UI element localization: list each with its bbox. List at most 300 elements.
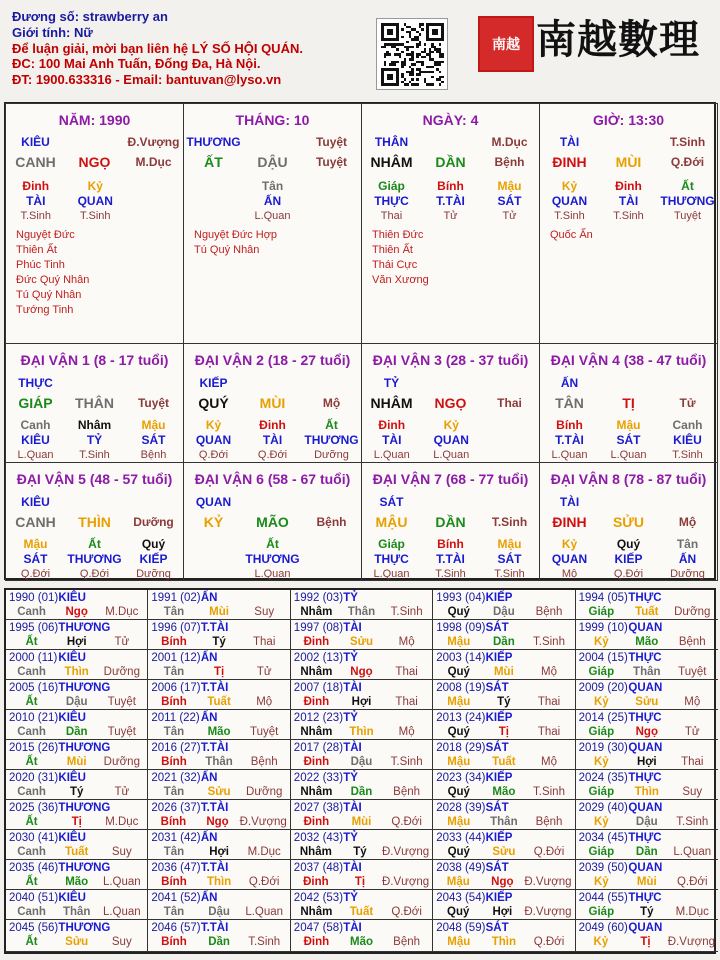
year-cell [6,590,148,620]
year-branch: Hợi [636,756,657,768]
star-item: Tú Quý Nhân [194,244,260,256]
pillar-hidden-phase [184,208,361,224]
year-cell [291,650,433,680]
dai-van-hidden-stems-item: Canh [20,418,51,432]
pillar-stem-god [362,134,539,150]
year-cell [291,830,433,860]
year-line2 [294,605,429,619]
dai-van-stem-branch [6,514,183,530]
year-label: 1993 (04) [436,592,486,604]
year-god: TÀI [343,922,362,934]
dai-van-stem-god-item: TÀI [559,495,580,509]
year-cell [6,770,148,800]
year-god: T.TÀI [200,682,229,694]
year-line2 [151,635,286,649]
year-branch: Tuất [64,846,89,858]
year-phase: T.Sinh [248,936,281,948]
year-branch: Hợi [351,696,372,708]
dai-van-hidden-stems-item: Mậu [141,418,166,432]
dai-van-hidden-stems [362,417,539,433]
year-god: T.TÀI [200,622,229,634]
year-line1 [9,921,144,935]
year-stem: Giáp [588,906,615,918]
year-label: 2040 (51) [9,892,59,904]
year-cell [433,710,575,740]
year-phase: L.Quan [245,906,284,918]
year-line2 [9,635,144,649]
dai-van-stem-branch-item: DẦN [435,514,466,530]
dai-van-stem-god [6,375,183,391]
year-line2 [151,845,286,859]
dai-van-hidden-phase-item: T.Sinh [672,449,703,461]
year-line1 [294,741,429,755]
year-label: 2019 (30) [578,742,628,754]
year-phase: Tuyệt [107,696,136,708]
qr-code-icon [376,18,448,90]
dai-van-hidden-phase-item: Dưỡng [670,568,705,580]
pillar-stem-branch [362,154,539,170]
year-stem: Kỷ [593,636,609,648]
year-label: 1997 (08) [293,622,344,634]
year-phase: M.Dục [105,606,139,618]
year-god: ẤN [200,892,218,904]
pillar-hidden-phase-item: T.Sinh [20,210,52,222]
year-branch: Dậu [635,816,658,828]
pillar-stars [194,228,277,258]
year-god: THƯƠNG [58,622,111,634]
year-cell [6,650,148,680]
dai-van-stem-branch-item: Bệnh [316,515,347,529]
dai-van-hidden-phase-item: L.Quan [17,449,54,461]
year-god: TỶ [343,592,358,604]
pillar-stem-god-item: Tuyệt [315,135,348,149]
dai-van-hidden-stems [6,417,183,433]
year-phase: M.Dục [247,846,281,858]
contact-line: Để luận giải, mời bạn liên hệ LÝ SỐ HỘI QUÁN. [12,40,303,56]
dai-van-hidden-phase-item: L.Quan [373,449,410,461]
year-cell [148,830,290,860]
year-line2 [9,815,144,829]
year-line1 [436,681,571,695]
year-god: KIÊU [58,892,86,904]
year-branch: Dần [65,726,88,738]
pillar-hidden-gods [540,193,717,209]
dai-van-stem-branch-item: T.Sinh [491,515,528,529]
year-god: TỶ [343,772,358,784]
year-cell [433,650,575,680]
year-line2 [294,845,429,859]
pillar-stem-branch-item: Bệnh [494,155,525,169]
year-phase: L.Quan [673,846,712,858]
owner-line: Đương số: strawberry an [12,9,168,24]
year-stem: Giáp [588,726,615,738]
year-branch: Tị [640,936,651,948]
year-stem: Quý [447,906,470,918]
dai-van-hidden-phase-item: Q.Đới [613,568,644,580]
year-stem: Bính [161,636,187,648]
year-cell [576,920,718,952]
year-stem: Ất [25,696,38,708]
dai-van-stem-branch-item: NHÂM [370,395,413,411]
dai-van-hidden-gods [184,432,361,448]
seal-logo: 南越 [478,16,534,72]
year-god: KIẾP [485,772,513,784]
pillar-hidden-phase [6,208,183,224]
pillar-hidden-stems [6,178,183,194]
dai-van-cell [5,462,184,581]
year-god: KIÊU [58,652,86,664]
dai-van-hidden-gods [6,432,183,448]
year-line2 [294,815,429,829]
dai-van-hidden-gods-item: T.TÀI [436,552,465,566]
year-line1 [151,741,286,755]
year-line2 [9,875,144,889]
year-branch: Mùi [66,756,87,768]
qr-finder [381,68,399,86]
year-line2 [579,875,715,889]
dai-van-hidden-stems-item: Ất [88,537,101,551]
year-line1 [579,681,715,695]
year-branch: Tị [354,876,366,888]
year-label: 2003 (14) [436,652,486,664]
year-branch: Tuất [349,906,374,918]
dai-van-hidden-gods-item: SÁT [141,433,166,447]
year-branch: Sửu [349,636,373,648]
year-cell [6,710,148,740]
dai-van-hidden-gods-item: QUAN [433,433,469,447]
pillar-hidden-gods-item: TÀI [618,194,639,208]
year-phase: Đ.Vượng [381,846,430,858]
dai-van-hidden-phase [6,566,183,582]
year-line2 [294,725,429,739]
year-label: 2029 (40) [578,802,628,814]
dai-van-stem-branch-item: TỊ [622,395,635,411]
year-phase: Đ.Vượng [524,876,572,888]
year-cell [433,620,575,650]
year-label: 2013 (24) [436,712,486,724]
year-line1 [9,741,144,755]
year-line1 [9,891,144,905]
year-cell [433,590,575,620]
dai-van-stem-god-item: KIẾP [199,376,228,390]
year-stem: Nhâm [299,846,332,858]
year-cell [148,920,290,952]
year-god: SÁT [485,742,509,754]
year-god: TỶ [343,652,358,664]
year-line1 [151,651,286,665]
header-info [12,9,432,88]
star-item: Thái Cực [372,259,418,271]
year-branch: Mão [349,936,373,948]
dai-van-hidden-gods-item: THỰC [374,552,409,566]
pillar-stem-god-item: M.Dục [491,135,528,149]
pillar-hidden-gods-item: QUAN [551,194,588,208]
year-stem: Quý [447,786,470,798]
year-label: 2036 (47) [151,862,201,874]
year-phase: M.Dục [105,816,139,828]
dai-van-hidden-stems-item: Kỷ [561,537,578,551]
dai-van-hidden-phase-item: T.Sinh [79,449,110,461]
dai-van-stem-branch [184,514,361,530]
year-label: 1998 (09) [436,622,486,634]
year-cell [576,890,718,920]
year-label: 2022 (33) [293,772,344,784]
dai-van-title: ĐẠI VẬN 6 (58 - 67 tuổi) [194,471,351,487]
year-line2 [579,725,715,739]
dai-van-hidden-gods [362,551,539,567]
year-stem: Mậu [447,696,471,708]
pillar-stem-branch-item: NHÂM [370,154,413,170]
year-cell [148,710,290,740]
year-line1 [294,621,429,635]
year-branch: Thìn [349,726,374,738]
year-phase: T.Sinh [390,606,423,618]
year-branch: Thân [490,816,518,828]
year-god: QUAN [628,682,663,694]
year-phase: Tử [114,636,130,648]
pillar-hidden-gods-item: ẤN [263,194,282,208]
year-line1 [294,591,429,605]
year-line1 [579,591,715,605]
year-god: KIẾP [485,652,513,664]
year-label: 2041 (52) [151,892,201,904]
year-phase: Bệnh [535,816,563,828]
year-line1 [9,621,144,635]
year-stem: Kỷ [593,936,609,948]
year-stem: Tân [163,786,185,798]
pillar-hidden-gods [362,193,539,209]
year-label: 2020 (31) [9,772,59,784]
year-branch: Thìn [491,936,517,948]
year-stem: Nhâm [300,666,333,678]
year-label: 2004 (15) [578,652,628,664]
year-label: 2047 (58) [293,922,344,934]
year-god: THỰC [628,832,662,844]
year-cell [576,710,718,740]
year-phase: Tuyệt [107,726,136,738]
year-stem: Quý [447,846,470,858]
year-branch: Thân [62,906,91,918]
pillar-stem-god [540,134,717,150]
year-branch: Tý [497,696,511,708]
year-cell [148,770,290,800]
pillar-cell [539,103,718,344]
dai-van-hidden-stems-item: Bính [437,537,464,551]
year-stem: Canh [17,786,46,798]
star-item: Nguyệt Đức Hợp [194,229,278,241]
dai-van-hidden-gods-item: KIÊU [673,433,702,447]
year-cell [291,890,433,920]
dai-van-hidden-gods-item: THƯƠNG [304,433,359,447]
year-phase: T.Sinh [676,816,709,828]
year-god: SÁT [485,862,509,874]
year-line2 [9,725,144,739]
year-phase: Bệnh [393,786,421,798]
year-branch: Dậu [493,606,515,618]
year-phase: Đ.Vượng [524,906,572,918]
dai-van-stem-god [184,494,361,510]
year-god: TÀI [343,742,362,754]
year-branch: Mùi [351,816,372,828]
dai-van-hidden-phase [362,447,539,463]
year-branch: Mão [207,726,231,738]
year-stem: Ất [25,936,38,948]
dai-van-hidden-gods-item: SÁT [497,552,522,566]
year-phase: Tử [256,666,272,678]
year-line2 [579,635,715,649]
pillar-hidden-stems-item: Đinh [22,179,50,193]
dai-van-hidden-stems [362,536,539,552]
year-label: 2045 (56) [9,922,59,934]
year-line1 [9,771,144,785]
year-line2 [151,905,286,919]
dai-van-stem-branch-item: NGỌ [434,395,467,411]
year-cell [433,740,575,770]
year-line1 [151,801,286,815]
year-line2 [579,785,715,799]
dai-van-stem-god-item: THỰC [18,376,53,390]
pillar-hidden-phase [540,208,717,224]
pillar-stem-branch [6,154,183,170]
pillar-stem-branch-item: DẬU [257,154,288,170]
year-cell [433,680,575,710]
year-branch: Sửu [492,846,516,858]
year-stem: Kỷ [593,696,609,708]
dai-van-stem-branch [540,395,717,411]
year-god: SÁT [485,682,509,694]
dai-van-stem-god [362,375,539,391]
year-stem: Tân [163,846,185,858]
pillar-hidden-stems-item: Mậu [497,179,522,193]
dai-van-stem-branch-item: THÌN [78,514,111,530]
year-line2 [9,845,144,859]
year-line1 [436,621,571,635]
year-phase: Mộ [541,666,557,678]
year-stem: Kỷ [593,756,609,768]
phone-email-line: ĐT: 1900.633316 - Email: bantuvan@lyso.vn [12,72,282,88]
year-stem: Tân [163,906,185,918]
year-line2 [151,605,286,619]
year-stem: Mậu [447,936,471,948]
year-god: THƯƠNG [58,922,111,934]
dai-van-hidden-phase-item: T.Sinh [435,568,466,580]
dai-van-title: ĐẠI VẬN 2 (18 - 27 tuổi) [194,352,351,368]
year-label: 2018 (29) [436,742,486,754]
dai-van-stem-branch-item: Thai [497,396,522,410]
year-cell [291,920,433,952]
year-line1 [151,831,286,845]
dai-van-hidden-gods-item: THƯƠNG [67,552,122,566]
year-line2 [436,605,571,619]
pillar-stars [372,228,429,288]
dai-van-hidden-stems-item: Ất [325,418,338,432]
dai-van-hidden-gods-item: KIẾP [139,552,168,566]
year-line1 [436,891,571,905]
pillar-hidden-gods-item: THỰC [374,194,409,208]
year-label: 2038 (49) [436,862,486,874]
year-branch: Sửu [635,696,659,708]
year-line1 [579,621,715,635]
pillar-cell [361,103,540,344]
dai-van-hidden-phase-item: Q.Đới [79,568,110,580]
year-line1 [579,651,715,665]
dai-van-stem-branch [184,395,361,411]
pillar-hidden-gods-item: THƯƠNG [660,194,715,208]
pillar-hidden-phase-item: L.Quan [254,210,291,222]
dai-van-hidden-stems-item: Đinh [378,418,406,432]
year-phase: Suy [111,936,132,948]
pillar-stem-god-item: TÀI [559,135,580,149]
year-line1 [9,591,144,605]
pillar-stem-branch-item: CANH [15,154,56,170]
year-phase: Thai [537,726,561,738]
year-phase: Đ.Vượng [381,876,430,888]
year-line1 [579,861,715,875]
year-cell [576,830,718,860]
year-stem: Ất [25,876,38,888]
year-stem: Đinh [303,876,329,888]
dai-van-title: ĐẠI VẬN 3 (28 - 37 tuổi) [372,352,529,368]
year-god: THỰC [628,592,662,604]
year-cell [576,620,718,650]
dai-van-hidden-gods-item: ẤN [678,552,697,566]
year-line1 [436,801,571,815]
year-phase: Mộ [541,756,557,768]
year-line2 [579,845,715,859]
dai-van-hidden-stems-item: Ất [266,537,279,551]
qr-finder [426,23,444,41]
year-cell [148,620,290,650]
year-cell [6,890,148,920]
year-line2 [151,785,286,799]
year-phase: M.Dục [675,906,709,918]
year-cell [433,920,575,952]
year-line1 [294,681,429,695]
year-stem: Nhâm [300,606,333,618]
dai-van-stem-branch-item: Mộ [678,515,697,529]
dai-van-hidden-phase-item: L.Quan [254,568,291,580]
year-god: KIẾP [485,712,513,724]
dai-van-hidden-gods [540,551,717,567]
year-god: QUAN [628,622,663,634]
year-phase: Tử [684,726,700,738]
dai-van-cell [5,343,184,463]
year-phase: T.Sinh [533,786,565,798]
year-stem: Canh [17,846,46,858]
year-stem: Canh [17,726,46,738]
year-cell [6,800,148,830]
pillar-stem-god [184,134,361,150]
year-phase: Đ.Vượng [667,936,715,948]
year-label: 2026 (37) [151,802,201,814]
year-cell [433,830,575,860]
year-phase: Suy [111,846,132,858]
year-line2 [294,695,429,709]
year-line1 [151,861,286,875]
year-phase: Mộ [256,696,273,708]
year-cell [291,680,433,710]
year-cell [433,770,575,800]
year-stem: Tân [163,666,185,678]
pillar-stem-god-item: KIÊU [21,135,50,149]
year-cell [6,860,148,890]
dai-van-stem-branch-item: KỶ [203,514,224,530]
year-phase: Tử [114,786,130,798]
year-label: 2039 (50) [578,862,628,874]
pillar-stem-god-item: THÂN [374,135,409,149]
year-god: TỶ [343,832,358,844]
year-branch: Hợi [66,636,87,648]
